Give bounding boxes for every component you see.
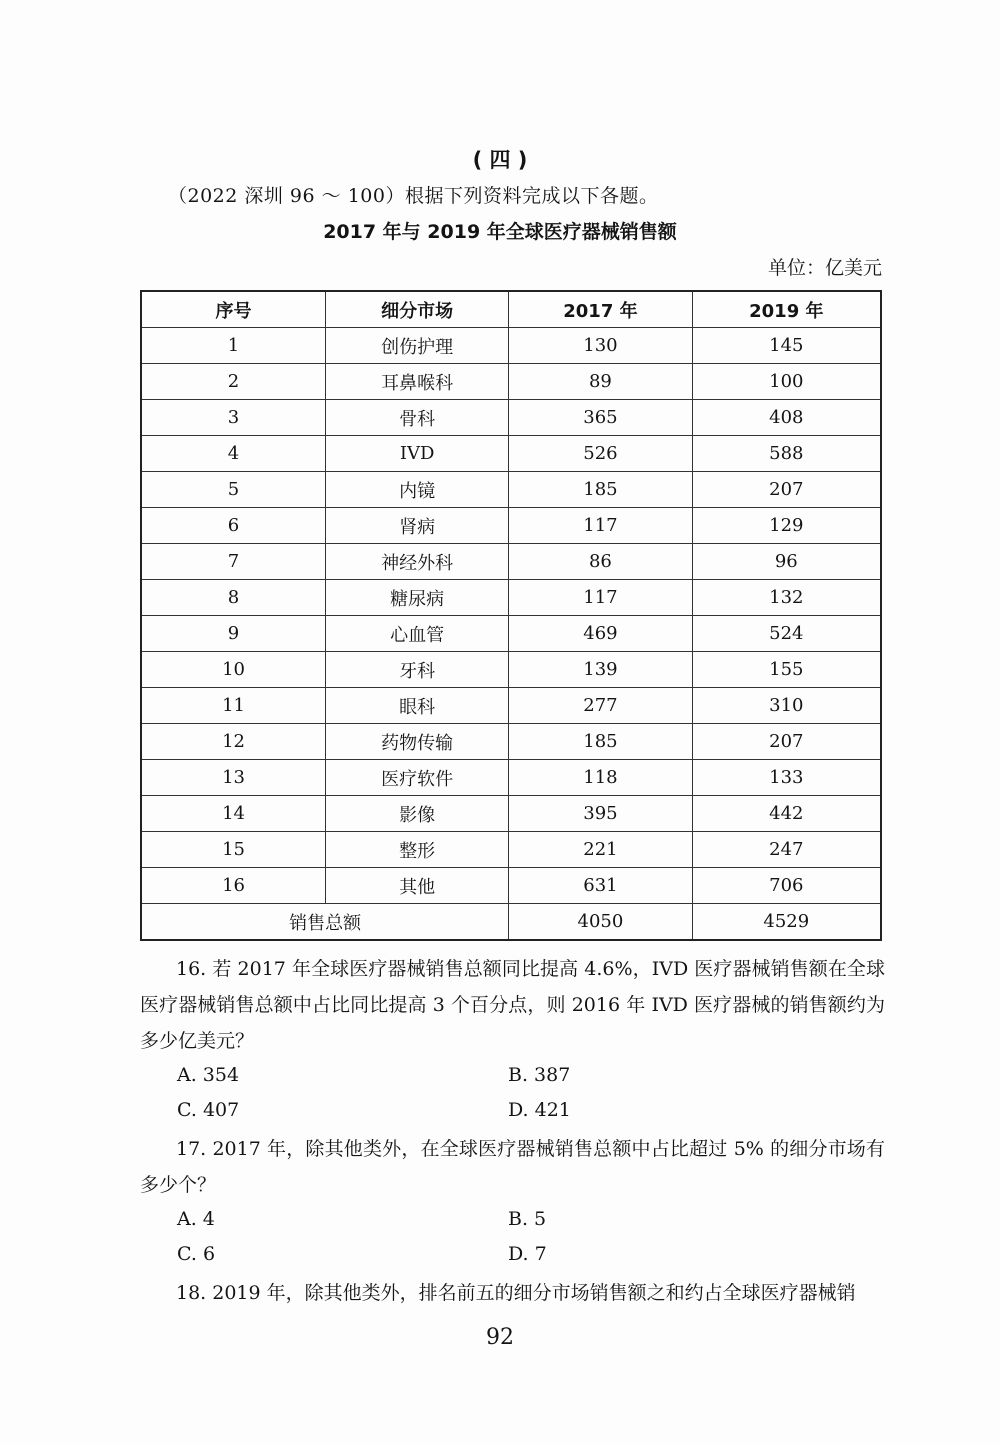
cell-2019: 155 [692, 652, 881, 688]
question-17-text: 17. 2017 年，除其他类外，在全球医疗器械销售总额中占比超过 5% 的细分市场有多少个？ [140, 1138, 885, 1196]
total-label: 销售总额 [141, 904, 509, 941]
table-row [141, 580, 881, 616]
cell-segment: 骨科 [326, 400, 509, 436]
sales-table [140, 290, 882, 941]
cell-2017: 631 [509, 868, 692, 904]
cell-2019: 133 [692, 760, 881, 796]
table-total-row [141, 904, 881, 941]
table-header-row [141, 291, 881, 328]
cell-2017: 117 [509, 580, 692, 616]
cell-segment: 心血管 [326, 616, 509, 652]
table-row [141, 436, 881, 472]
cell-segment: 医疗软件 [326, 760, 509, 796]
question-16-option-a: A. 354 [177, 1064, 240, 1086]
cell-2017: 89 [509, 364, 692, 400]
cell-segment: 药物传输 [326, 724, 509, 760]
table-row [141, 328, 881, 364]
cell-2019: 207 [692, 724, 881, 760]
cell-segment: 其他 [326, 868, 509, 904]
cell-index: 8 [141, 580, 326, 616]
cell-2019: 310 [692, 688, 881, 724]
cell-2019: 588 [692, 436, 881, 472]
cell-2019: 247 [692, 832, 881, 868]
cell-segment: 影像 [326, 796, 509, 832]
cell-2017: 365 [509, 400, 692, 436]
question-17-option-c: C. 6 [177, 1243, 216, 1265]
table-row [141, 400, 881, 436]
cell-index: 12 [141, 724, 326, 760]
question-16-option-c: C. 407 [177, 1099, 240, 1121]
cell-index: 5 [141, 472, 326, 508]
cell-2017: 118 [509, 760, 692, 796]
section-heading: ( 四 ) [472, 148, 528, 172]
cell-segment: 糖尿病 [326, 580, 509, 616]
cell-2019: 96 [692, 544, 881, 580]
cell-segment: 牙科 [326, 652, 509, 688]
cell-index: 6 [141, 508, 326, 544]
table-row [141, 364, 881, 400]
cell-2019: 100 [692, 364, 881, 400]
table-row [141, 832, 881, 868]
cell-2019: 442 [692, 796, 881, 832]
table-row [141, 508, 881, 544]
question-17 [140, 1131, 885, 1203]
cell-index: 7 [141, 544, 326, 580]
cell-2017: 130 [509, 328, 692, 364]
cell-2019: 132 [692, 580, 881, 616]
cell-index: 9 [141, 616, 326, 652]
cell-2019: 129 [692, 508, 881, 544]
cell-2019: 524 [692, 616, 881, 652]
unit-label: 单位：亿美元 [767, 257, 882, 279]
cell-segment: 神经外科 [326, 544, 509, 580]
header-2019: 2019 年 [692, 291, 881, 328]
intro-text: （2022 深圳 96 ～ 100）根据下列资料完成以下各题。 [168, 185, 659, 207]
cell-index: 1 [141, 328, 326, 364]
cell-index: 4 [141, 436, 326, 472]
question-16-text: 16. 若 2017 年全球医疗器械销售总额同比提高 4.6%，IVD 医疗器械销售额在全球医疗器械销售总额中占比同比提高 3 个百分点，则 2016 年 IVD 医疗器械的销售额约为多少亿美元？ [140, 958, 885, 1052]
question-17-option-b: B. 5 [508, 1208, 547, 1230]
table-row [141, 760, 881, 796]
question-16 [140, 951, 885, 1059]
total-2019: 4529 [692, 904, 881, 941]
question-16-option-b: B. 387 [508, 1064, 571, 1086]
cell-2017: 117 [509, 508, 692, 544]
cell-2017: 185 [509, 724, 692, 760]
table-row [141, 544, 881, 580]
table-row [141, 724, 881, 760]
cell-index: 15 [141, 832, 326, 868]
cell-segment: 眼科 [326, 688, 509, 724]
page-number: 92 [486, 1325, 514, 1350]
header-index: 序号 [141, 291, 326, 328]
cell-2017: 469 [509, 616, 692, 652]
cell-segment: 耳鼻喉科 [326, 364, 509, 400]
cell-2017: 185 [509, 472, 692, 508]
cell-segment: 整形 [326, 832, 509, 868]
cell-2017: 139 [509, 652, 692, 688]
table-body [141, 328, 881, 904]
table-title: 2017 年与 2019 年全球医疗器械销售额 [323, 221, 677, 243]
cell-2017: 395 [509, 796, 692, 832]
cell-index: 10 [141, 652, 326, 688]
cell-2017: 221 [509, 832, 692, 868]
table-row [141, 616, 881, 652]
cell-2017: 526 [509, 436, 692, 472]
total-2017: 4050 [509, 904, 692, 941]
cell-2019: 706 [692, 868, 881, 904]
cell-2017: 86 [509, 544, 692, 580]
cell-segment: 肾病 [326, 508, 509, 544]
table-row [141, 472, 881, 508]
cell-2019: 145 [692, 328, 881, 364]
cell-segment: 创伤护理 [326, 328, 509, 364]
question-18-text: 18. 2019 年，除其他类外，排名前五的细分市场销售额之和约占全球医疗器械销 [176, 1282, 856, 1304]
cell-index: 3 [141, 400, 326, 436]
cell-2019: 207 [692, 472, 881, 508]
cell-index: 13 [141, 760, 326, 796]
table-row [141, 652, 881, 688]
question-17-option-d: D. 7 [508, 1243, 547, 1265]
question-18 [140, 1275, 885, 1311]
table-row [141, 688, 881, 724]
question-17-option-a: A. 4 [177, 1208, 215, 1230]
cell-segment: 内镜 [326, 472, 509, 508]
cell-index: 11 [141, 688, 326, 724]
cell-index: 2 [141, 364, 326, 400]
table-row [141, 868, 881, 904]
cell-index: 16 [141, 868, 326, 904]
cell-index: 14 [141, 796, 326, 832]
header-segment: 细分市场 [326, 291, 509, 328]
cell-segment: IVD [326, 436, 509, 472]
question-16-option-d: D. 421 [508, 1099, 571, 1121]
table-row [141, 796, 881, 832]
cell-2019: 408 [692, 400, 881, 436]
cell-2017: 277 [509, 688, 692, 724]
header-2017: 2017 年 [509, 291, 692, 328]
